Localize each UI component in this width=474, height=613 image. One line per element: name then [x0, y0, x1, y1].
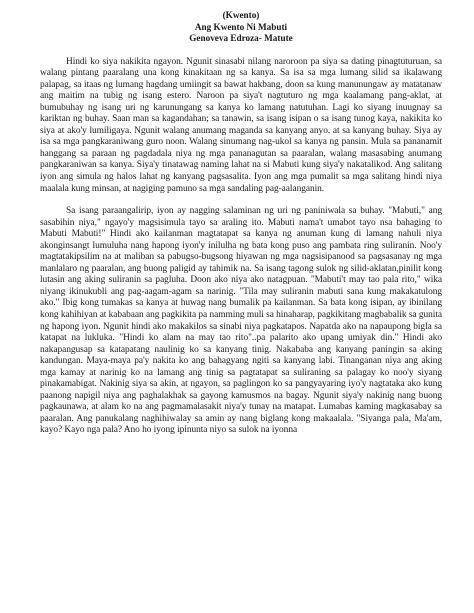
document-page: [40, 10, 442, 437]
document-heading: [40, 10, 442, 45]
paragraph-1: Hindi ko siya nakikita ngayon. Ngunit sinasabi nilang naroroon pa siya sa dating pinagtuturuan, sa walang pintang paaralang una kong kinakitaan ng sa kanya. Sa isa sa mga lumang silid sa ikalawang palapag, sa itaas ng lumang hagdang umiingit sa bawat hakbang, doon sa kung manunungaw ay matatanaw ang maitim na tubig ng isang estero. Naroon pa siya't nagtuturo ng mga kaalamang pang-aklat, at bumubuhay ng isang uri ng karunungang sa kanya ko lamang natutuhan. Lagi ko siyang inuugnay sa kariktan ng buhay. Saan man sa kagandahan; sa tanawin, sa isang isipan o sa isang tunog kaya, nakikita ko siya at ako'y lumiligaya. Ngunit walang anumang maganda sa kanyang anyo. at sa kanyang buhay. Siya ay isa sa mga pangkaraniwang guro noon. Walang sinumang nag-ukol sa kanya ng pansin. Mula sa pananamit hanggang sa paraan ng pagdadala niya ng mga pananagutan sa paaralan, walang masasabing anumang pangkaraniwan sa kanya. Siya'y tinatawag naming lahat na si Mabuti kung siya'y nakatalikod. Ang salitang iyon ang simula ng halos lahat ng kanyang pagsasalita. Iyon ang mga pumalit sa mga salitang hindi niya maalala kung minsan, at nagiging pamuno sa mga sandaling pag-aalanganin.: [40, 56, 442, 194]
document-author: Genoveva Edroza- Matute: [189, 33, 293, 43]
document-title: Ang Kwento Ni Mabuti: [194, 21, 288, 32]
document-genre: (Kwento): [222, 10, 260, 20]
paragraph-2: Sa isang paraangalirip, iyon ay nagging salaminan ng uri ng paniniwala sa buhay. "Mabuti," ang sasabihin niya," ngayo'y magsisimula tayo sa araling ito. Mabuti nama't umabot tayo nsa bahaging to Mabuti Mabuti!" Hindi ako kailanman magtatapat sa kanya ng anuman kung di lamang nahuli niya akonginsangt lumuluha nang hapong iyon'y inilulha ng bata kong puso ang pambata ring suliranin. Noo'y magtatakipsilim na at maliban sa pabugso-bugsong hiyawan ng mga nagsisipanood sa pagsasanay ng mga manlalaro ng paaralan, ang buong paligid ay tahimik na. Sa isang tagong sulok ng silid-aklatan,pinilit kong lutasin ang aking suliranin sa pagluha. Doon ako niya ako natagpuan. "Mabuti't may tao pala rito," wika niyang ikinukubli ang pag-aagam-agam sa narinig. "Tila may suliranin mabuti sana kung makakatulong ako." Ibig kong tumakas sa kanya at huwag nang bumalik pa kailanman. Sa bata kong isipan, ay ibinilang kong kahihiyan at kababaan ang pagkikita pa namming muli sa hinaharap, pagkikitang magbabalik sa gunita ng hapong iyon. Ngunit hindi ako makakilos sa sinabi niya pagkatapos. Napatda ako na napaupong bigla sa katapat na lukluka. "Hindi ko alam na may tao rito"..pa palarito ako upang umiyak din." Hindi ako nakapangusap sa katapatang naulinig ko sa kanyang tinig. Nakababa ang kanyang paningin sa aking kandungan. Maya-maya pa'y nakita ko ang bahagyang ngiti sa kanyang labi. Tinanganan niya ang aking mga kamay at narinig ko na lamang ang tinig sa pagtatapat sa suliraning sa palagay ko noo'y siyang pinakamabigat. Nakinig siya sa akin, at ngayon, sa paglingon ko sa pangyayaring iyo'y nagtataka ako kung paanong napigil niya ang paghalakhak sa gayong kamusmos na bagay. Ngunit siya'y nakinig nang buong pagkaunawa, at alam ko na ang pagmamalasakit niya'y tunay na matapat. Lumabas kaming magkasabay sa paaralan. Ang panukalang naghihiwalay sa amin ay nang biglang kong makaalala. "Siyanga pala, Ma'am, kayo? Kayo nga pala? Ano ho iyong ipinunta niyo sa sulok na iyonna: [40, 206, 442, 436]
